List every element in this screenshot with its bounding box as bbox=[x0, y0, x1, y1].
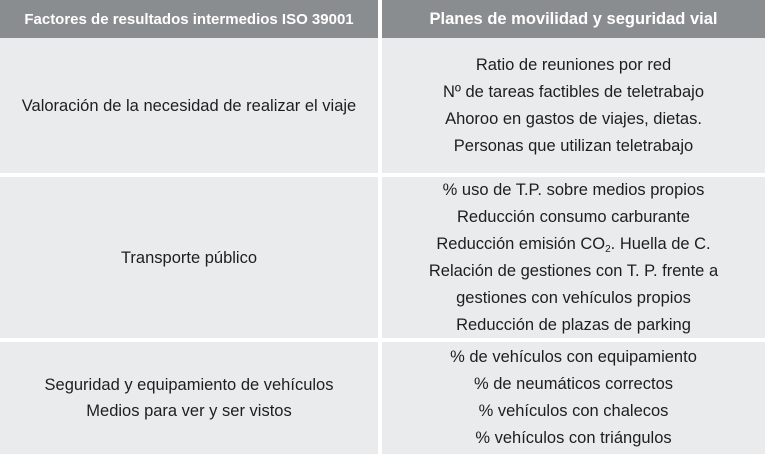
row-1-plan-line: Ratio de reuniones por red bbox=[475, 55, 672, 74]
row-1-plan-line: Nº de tareas factibles de teletrabajo bbox=[442, 82, 704, 101]
row-3-factor-line: Seguridad y equipamiento de vehículos bbox=[44, 376, 334, 394]
row-2-plan-line: % uso de T.P. sobre medios propios bbox=[442, 180, 705, 199]
row-2-plan-line: Reducción de plazas de parking bbox=[456, 315, 691, 334]
row-3-factor bbox=[0, 342, 378, 454]
row-1-factor bbox=[0, 38, 378, 173]
row-2-factor bbox=[0, 177, 378, 338]
row-2-plan-line: Reducción consumo carburante bbox=[457, 207, 690, 226]
row-1-plan-line: Personas que utilizan teletrabajo bbox=[453, 136, 694, 155]
row-3-plan-line: % vehículos con chalecos bbox=[478, 402, 669, 420]
row-2-plan-text: Reducción emisión CO bbox=[436, 234, 606, 253]
header-right: Planes de movilidad y seguridad vial bbox=[382, 0, 765, 38]
row-2-plans bbox=[382, 177, 765, 338]
row-2-plan-text: . Huella de C. bbox=[610, 234, 711, 253]
row-2-plan-line: Relación de gestiones con T. P. frente a bbox=[428, 261, 719, 280]
row-1-factor-line: Valoración de la necesidad de realizar el viaje bbox=[21, 96, 357, 115]
row-3-plans bbox=[382, 342, 765, 454]
header-left: Factores de resultados intermedios ISO 39001 bbox=[0, 0, 378, 38]
row-2-plan-line: gestiones con vehículos propios bbox=[456, 288, 691, 307]
row-3-plan-line: % vehículos con triángulos bbox=[475, 429, 672, 447]
row-1-plan-line: Ahoroo en gastos de viajes, dietas. bbox=[445, 109, 702, 128]
row-3-factor-line: Medios para ver y ser vistos bbox=[86, 402, 292, 420]
row-3-plan-line: % de vehículos con equipamiento bbox=[450, 348, 697, 366]
row-3-plan-line: % de neumáticos correctos bbox=[473, 375, 673, 393]
row-1-plans bbox=[382, 38, 765, 173]
co2-subscript: 2 bbox=[605, 243, 611, 255]
row-2-plan-line bbox=[436, 231, 710, 258]
row-2-factor-line: Transporte público bbox=[120, 248, 258, 267]
